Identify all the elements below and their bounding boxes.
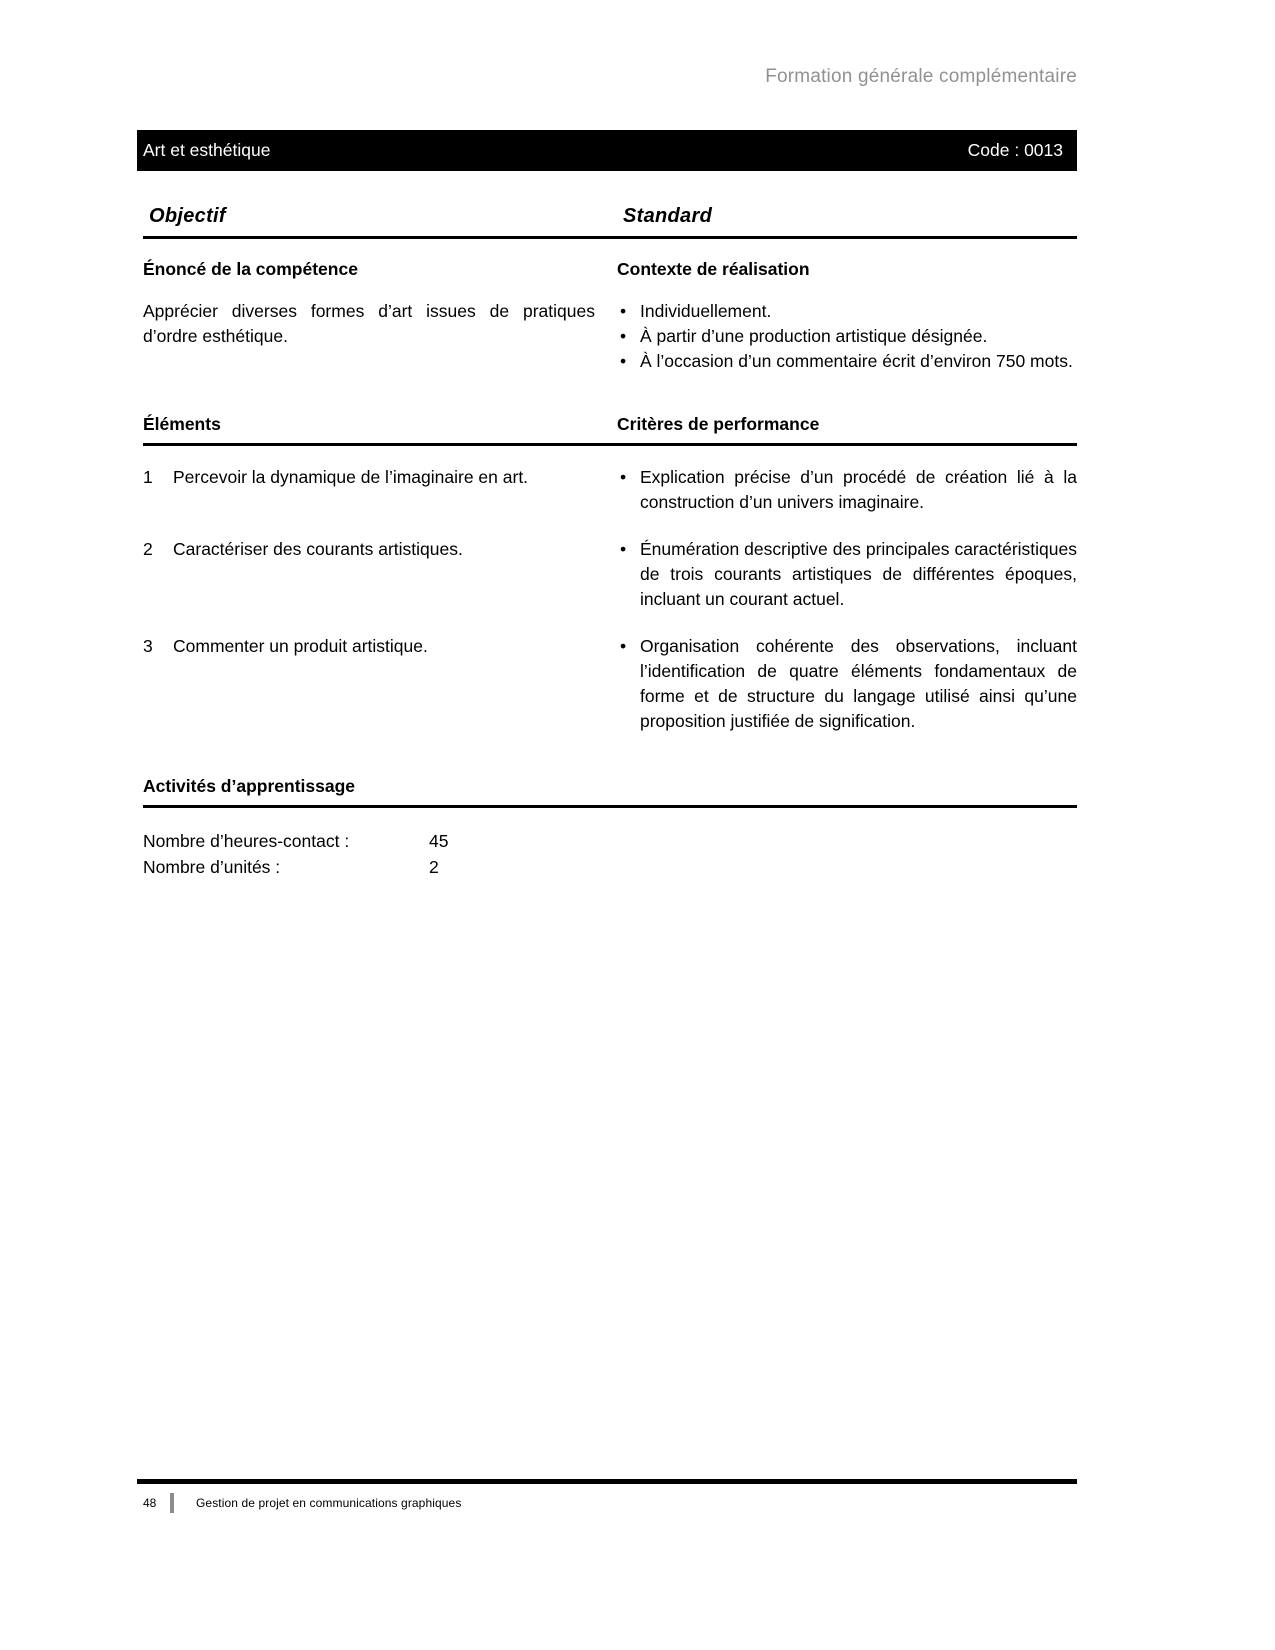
contexte-subheader: Contexte de réalisation — [617, 259, 810, 279]
element-number: 1 — [143, 467, 153, 487]
activities-values — [143, 828, 1077, 880]
footer-rule — [137, 1479, 1077, 1484]
hours-row — [143, 828, 1077, 854]
course-code: Code : 0013 — [967, 140, 1063, 160]
standard-header: Standard — [623, 205, 713, 227]
element-item — [143, 465, 595, 515]
rule-under-activities-header — [143, 805, 1077, 808]
column-headers — [143, 205, 1077, 228]
activities-header: Activités d’apprentissage — [143, 776, 356, 796]
competence-subheader: Énoncé de la compétence — [143, 259, 358, 279]
element-criterion-row — [143, 537, 1077, 612]
element-number: 3 — [143, 636, 153, 656]
element-text: Percevoir la dynamique de l’imaginaire en art. — [173, 467, 529, 487]
contexte-item: • Individuellement. — [617, 299, 1077, 324]
competence-text: Apprécier diverses formes d’art issues de pratiques d’ordre esthétique. — [143, 301, 595, 346]
criterion-item: • Organisation cohérente des observations, incluant l’identification de quatre éléments fondamentaux de forme et de structure du langage utilisé ainsi qu’une proposition justifiée de signification. — [617, 634, 1077, 734]
hours-value: 45 — [429, 831, 449, 851]
element-text: Commenter un produit artistique. — [173, 636, 428, 656]
criteres-subheader: Critères de performance — [617, 414, 820, 434]
subheaders-row-2 — [143, 414, 1077, 435]
section-label: Formation générale complémentaire — [765, 66, 1077, 87]
element-item — [143, 634, 595, 734]
rule-under-column-headers — [143, 236, 1077, 239]
contexte-item: • À l’occasion d’un commentaire écrit d’environ 750 mots. — [617, 349, 1077, 374]
criterion-item: • Énumération descriptive des principales caractéristiques de trois courants artistiques de différentes époques, incluant un courant actuel. — [617, 537, 1077, 612]
contexte-list — [617, 299, 1077, 374]
elements-criteres-table — [143, 465, 1077, 734]
page-number: 48 — [143, 1496, 157, 1510]
hours-label: Nombre d’heures-contact : — [143, 831, 350, 851]
subheaders-row-1 — [143, 259, 1077, 280]
objectif-header: Objectif — [149, 205, 226, 227]
page-footer — [137, 1479, 1077, 1513]
competence-contexte-row — [143, 299, 1077, 374]
units-label: Nombre d’unités : — [143, 857, 281, 877]
units-value: 2 — [429, 857, 439, 877]
content-area — [143, 0, 1077, 880]
element-text: Caractériser des courants artistiques. — [173, 539, 463, 559]
criterion-item: • Explication précise d’un procédé de création lié à la construction d’un univers imaginaire. — [617, 465, 1077, 515]
activities-section — [143, 776, 1077, 880]
units-row — [143, 854, 1077, 880]
contexte-item: • À partir d’une production artistique désignée. — [617, 324, 1077, 349]
course-title-bar — [137, 130, 1077, 171]
elements-subheader: Éléments — [143, 414, 221, 434]
rule-under-elements-headers — [143, 443, 1077, 446]
element-criterion-row — [143, 465, 1077, 515]
footer-row — [137, 1493, 1077, 1513]
element-item — [143, 537, 595, 612]
element-number: 2 — [143, 539, 153, 559]
footer-divider — [170, 1493, 174, 1513]
course-title: Art et esthétique — [143, 140, 271, 160]
element-criterion-row — [143, 634, 1077, 734]
footer-document-title: Gestion de projet en communications graphiques — [196, 1496, 462, 1510]
